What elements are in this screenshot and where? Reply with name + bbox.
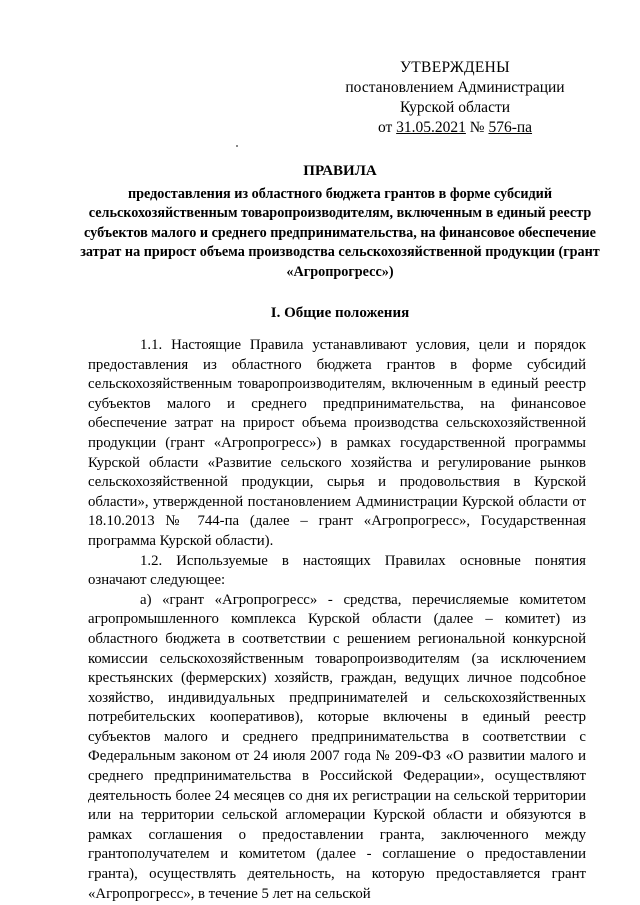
approval-date-line <box>320 118 590 138</box>
document-title <box>80 162 600 282</box>
approval-stamp <box>320 58 590 138</box>
title-main: ПРАВИЛА <box>303 163 377 179</box>
paragraph-1-1: 1.1. Настоящие Правила устанавливают условия, цели и порядок предоставления из областного бюджета грантов в форме субсидий сельскохозяйственным товаропроизводителям, включенным в единый реестр субъектов малого и среднего предпринимательства, на финансовое обеспечение затрат на прирост объема производства сельскохозяйственной продукции (грант «Агропрогресс») в рамках государственной программы Курской области «Развитие сельского хозяйства и регулирование рынков сельскохозяйственной продукции, сырья и продовольствия в Курской области», утвержденной постановлением Администрации Курской области от 18.10.2013 № 744-па (далее – грант «Агропрогресс», Государственная программа Курской области). <box>88 337 586 549</box>
section-heading: I. Общие положения <box>270 305 410 321</box>
title-subtitle: предоставления из областного бюджета грантов в форме субсидий сельскохозяйственным товаропроизводителям, включенным в единый реестр субъектов малого и среднего предпринимательства, на финансовое обеспечение затрат на прирост объема производства сельскохозяйственной продукции (грант «Агропрогресс») <box>80 185 600 280</box>
approval-heading: УТВЕРЖДЕНЫ <box>400 59 510 76</box>
approval-line-2: Курской области <box>399 99 511 116</box>
scan-speck <box>236 145 238 147</box>
approval-number: 576-па <box>488 119 533 136</box>
date-prefix: от <box>377 119 393 136</box>
paragraph-1-2: 1.2. Используемые в настоящих Правилах основные понятия означают следующее: <box>88 552 586 589</box>
paragraph-a: а) «грант «Агропрогресс» - средства, перечисляемые комитетом агропромышленного комплекса Курской области (далее – комитет) из областного бюджета в соответствии с решением региональной конкурсной комиссии сельскохозяйственным товаропроизводителям (за исключением крестьянских (фермерских) хозяйств, граждан, ведущих личное подсобное хозяйство, индивидуальных предпринимателей и сельскохозяйственных потребительских кооперативов), которые включены в единый реестр субъектов малого и среднего предпринимательства в соответствии с Федеральным законом от 24 июля 2007 года № 209-ФЗ «О развитии малого и среднего предпринимательства в Российской Федерации», осуществляют деятельность более 24 месяцев со дня их регистрации на сельской территории или на территории сельской агломерации Курской области и обязуются в рамках соглашения о предоставлении гранта, заключенного между грантополучателем и комитетом (далее - соглашение о предоставлении гранта), осуществлять деятельность, на которую предоставляется грант «Агропрогресс», в течение 5 лет на сельской <box>88 591 586 902</box>
document-body <box>88 336 586 904</box>
approval-date: 31.05.2021 <box>396 119 466 136</box>
approval-line-1: постановлением Администрации <box>345 79 565 96</box>
number-prefix: № <box>469 119 485 136</box>
